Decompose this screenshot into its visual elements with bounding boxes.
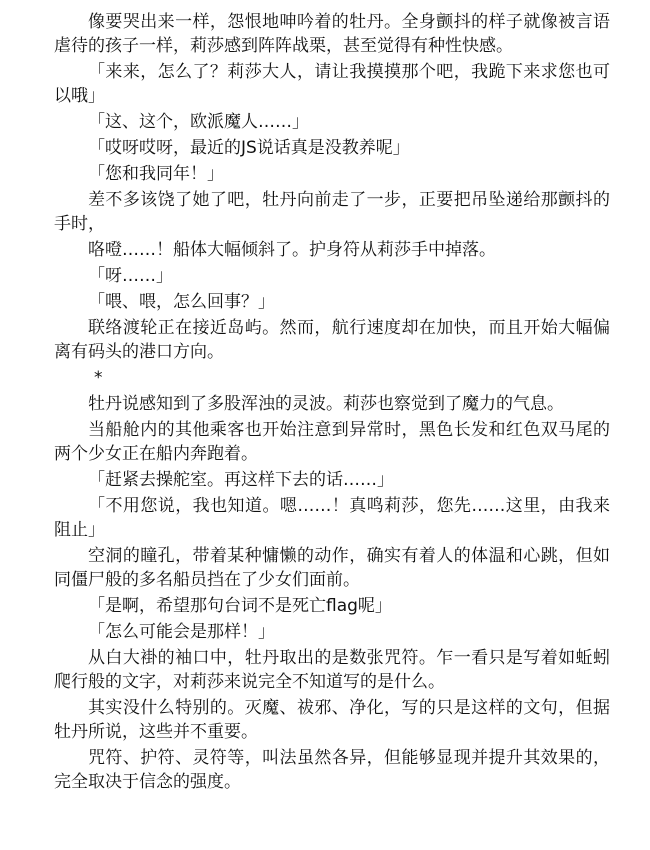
paragraph: 「这、这个，欧派魔人……」 <box>88 112 309 132</box>
paragraph: 「喂、喂，怎么回事？」 <box>88 292 275 312</box>
paragraph: 「不用您说，我也知道。嗯……！真鸣莉莎，您先……这里，由我来阻止」 <box>54 496 610 540</box>
paragraph: 「哎呀哎呀，最近的JS说话真是没教养呢」 <box>88 138 410 158</box>
scene-separator: * <box>94 368 103 388</box>
paragraph: 咒符、护符、灵符等，叫法虽然各异，但能够显现并提升其效果的，完全取决于信念的强度。 <box>54 748 610 792</box>
paragraph: 「怎么可能会是那样！」 <box>88 622 275 642</box>
paragraph: 当船舱内的其他乘客也开始注意到异常时，黑色长发和红色双马尾的两个少女正在船内奔跑着。 <box>54 420 610 464</box>
paragraph: 从白大褂的袖口中，牡丹取出的是数张咒符。乍一看只是写着如蚯蚓爬行般的文字，对莉莎来说完全不知道写的是什么。 <box>54 648 610 692</box>
paragraph: 「呀……」 <box>88 266 173 286</box>
paragraph: 牡丹说感知到了多股浑浊的灵波。莉莎也察觉到了魔力的气息。 <box>88 394 564 414</box>
paragraph: 「您和我同年！」 <box>88 164 224 184</box>
paragraph: 「赶紧去操舵室。再这样下去的话……」 <box>88 470 394 490</box>
paragraph: 其实没什么特别的。灭魔、祓邪、净化，写的只是这样的文句，但据牡丹所说，这些并不重要。 <box>54 698 610 742</box>
paragraph: 像要哭出来一样，怨恨地呻吟着的牡丹。全身颤抖的样子就像被言语虐待的孩子一样，莉莎感到阵阵战栗，甚至觉得有种性快感。 <box>54 12 610 56</box>
paragraph: 「来来，怎么了？莉莎大人，请让我摸摸那个吧，我跪下来求您也可以哦」 <box>54 62 610 106</box>
paragraph: 咯噔……！船体大幅倾斜了。护身符从莉莎手中掉落。 <box>88 240 496 260</box>
paragraph: 联络渡轮正在接近岛屿。然而，航行速度却在加快，而且开始大幅偏离有码头的港口方向。 <box>54 318 610 362</box>
paragraph: 差不多该饶了她了吧，牡丹向前走了一步，正要把吊坠递给那颤抖的手时， <box>54 190 610 234</box>
paragraph: 空洞的瞳孔，带着某种慵懒的动作，确实有着人的体温和心跳，但如同僵尸般的多名船员挡在了少女们面前。 <box>54 546 610 590</box>
document-page <box>54 10 610 796</box>
paragraph: 「是啊，希望那句台词不是死亡flag呢」 <box>88 596 392 616</box>
